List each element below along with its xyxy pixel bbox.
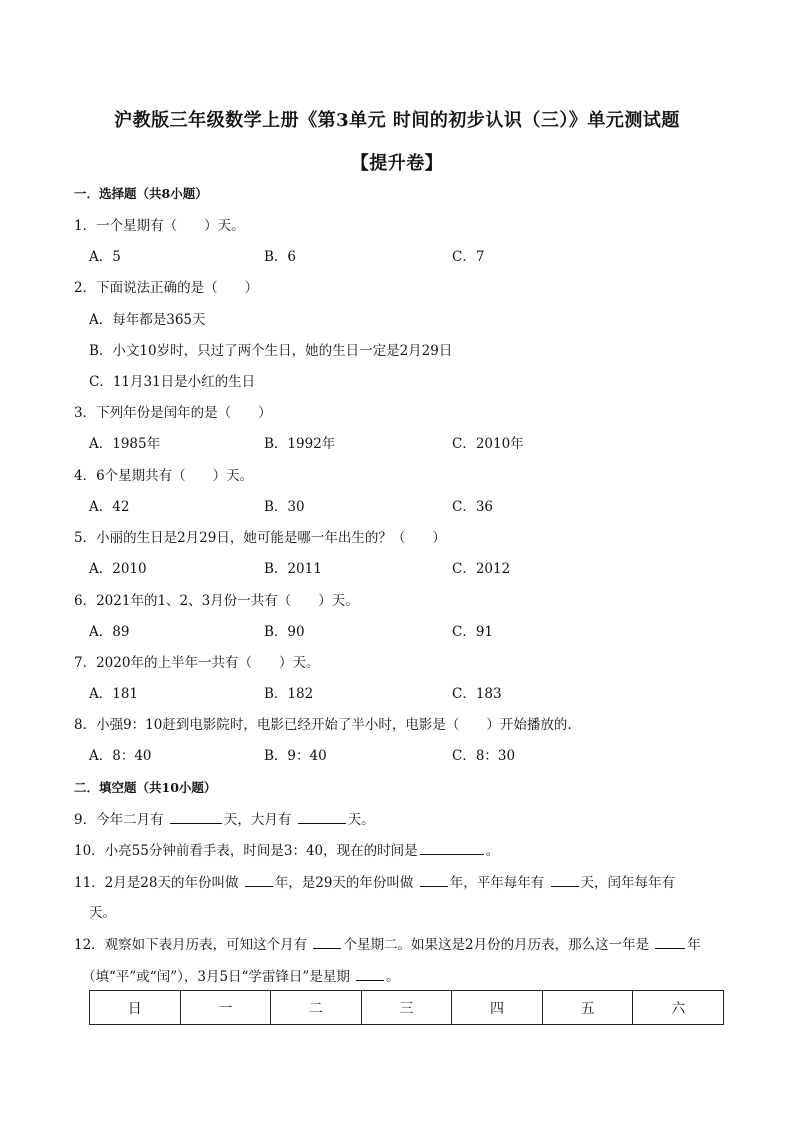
q6-option-b: B．90 xyxy=(264,624,305,640)
question-1: 1．一个星期有（ ）天。 xyxy=(74,218,245,234)
q12-blank-1[interactable] xyxy=(313,934,341,949)
question-9 xyxy=(74,809,375,830)
calendar-header-row xyxy=(90,991,724,1025)
question-8: 8．小强9：10赶到电影院时，电影已经开始了半小时，电影是（ ）开始播放的. xyxy=(74,717,572,733)
q11-text-5: 天。 xyxy=(89,905,116,921)
q12-blank-2[interactable] xyxy=(655,934,685,949)
q4-option-a: A．42 xyxy=(89,499,130,515)
question-4: 4．6个星期共有（ ）天。 xyxy=(74,468,254,484)
calendar-header-tue: 二 xyxy=(271,991,362,1025)
q9-blank-1[interactable] xyxy=(170,809,222,824)
q3-option-c: C．2010年 xyxy=(452,436,524,452)
q4-option-b: B．30 xyxy=(264,499,305,515)
q11-blank-3[interactable] xyxy=(551,872,579,887)
calendar-header-fri: 五 xyxy=(542,991,633,1025)
q6-option-c: C．91 xyxy=(452,624,494,640)
q12-text-4: （填“平”或“闰”），3月5日“学雷锋日”是星期 xyxy=(82,969,355,985)
calendar-header-sat: 六 xyxy=(633,991,724,1025)
q9-text-1: 9．今年二月有 xyxy=(74,812,168,828)
q7-option-c: C．183 xyxy=(452,686,502,702)
q3-option-b: B．1992年 xyxy=(264,436,336,452)
q11-text-3: 年，平年每年有 xyxy=(449,875,549,891)
q8-option-a: A．8：40 xyxy=(89,748,152,764)
q9-text-3: 天。 xyxy=(347,812,375,828)
page-title: 沪教版三年级数学上册《第3单元 时间的初步认识（三）》单元测试题 xyxy=(114,110,680,131)
question-7: 7．2020年的上半年一共有（ ）天。 xyxy=(74,655,320,671)
q12-text-3: 年 xyxy=(687,937,701,953)
q2-option-b: B．小文10岁时，只过了两个生日，她的生日一定是2月29日 xyxy=(89,343,453,359)
question-2: 2．下面说法正确的是（ ） xyxy=(74,280,259,296)
q12-text-1: 12．观察如下表月历表，可知这个月有 xyxy=(74,937,312,953)
q5-option-b: B．2011 xyxy=(264,561,322,577)
q8-option-b: B．9：40 xyxy=(264,748,327,764)
q4-option-c: C．36 xyxy=(452,499,494,515)
q2-option-a: A．每年都是365天 xyxy=(89,312,206,328)
section-heading-choice: 一．选择题（共8小题） xyxy=(74,186,208,201)
q12-text-5: 。 xyxy=(386,969,400,985)
q6-option-a: A．89 xyxy=(89,624,130,640)
q7-option-b: B．182 xyxy=(264,686,314,702)
q11-blank-1[interactable] xyxy=(245,872,273,887)
q8-option-c: C．8：30 xyxy=(452,748,516,764)
q11-text-1: 11．2月是28天的年份叫做 xyxy=(74,875,243,891)
q11-blank-2[interactable] xyxy=(420,872,448,887)
q11-text-4: 天，闰年每年有 xyxy=(580,875,676,891)
calendar-header-thu: 四 xyxy=(452,991,543,1025)
question-6: 6．2021年的1、2、3月份一共有（ ）天。 xyxy=(74,593,359,609)
q9-blank-2[interactable] xyxy=(298,809,346,824)
q10-blank-1[interactable] xyxy=(420,840,484,855)
section-heading-fill: 二．填空题（共10小题） xyxy=(74,780,217,795)
q10-text-2: 。 xyxy=(485,843,500,859)
q12-text-2: 个星期二。如果这是2月份的月历表，那么这一年是 xyxy=(343,937,654,953)
question-11 xyxy=(74,872,675,893)
q1-option-b: B．6 xyxy=(264,249,297,265)
q5-option-a: A．2010 xyxy=(89,561,147,577)
calendar-header-mon: 一 xyxy=(180,991,271,1025)
question-12 xyxy=(74,934,701,955)
q2-option-c: C．11月31日是小红的生日 xyxy=(89,374,256,390)
q7-option-a: A．181 xyxy=(89,686,139,702)
question-11-continued xyxy=(89,903,116,923)
calendar-header-sun: 日 xyxy=(90,991,181,1025)
q5-option-c: C．2012 xyxy=(452,561,511,577)
q3-option-a: A．1985年 xyxy=(89,436,161,452)
q9-text-2: 天，大月有 xyxy=(223,812,296,828)
question-10 xyxy=(74,840,499,861)
q10-text-1: 10．小亮55分钟前看手表，时间是3：40，现在的时间是 xyxy=(74,843,418,859)
page-subtitle: 【提升卷】 xyxy=(350,153,444,174)
calendar-table xyxy=(89,990,724,1025)
question-12-continued xyxy=(82,966,400,987)
q1-option-a: A．5 xyxy=(89,249,121,265)
q12-blank-3[interactable] xyxy=(356,966,384,981)
question-3: 3．下列年份是闰年的是（ ） xyxy=(74,405,272,421)
q11-text-2: 年，是29天的年份叫做 xyxy=(274,875,418,891)
calendar-header-wed: 三 xyxy=(361,991,452,1025)
q1-option-c: C．7 xyxy=(452,249,485,265)
question-5: 5．小丽的生日是2月29日，她可能是哪一年出生的？（ ） xyxy=(74,530,446,546)
